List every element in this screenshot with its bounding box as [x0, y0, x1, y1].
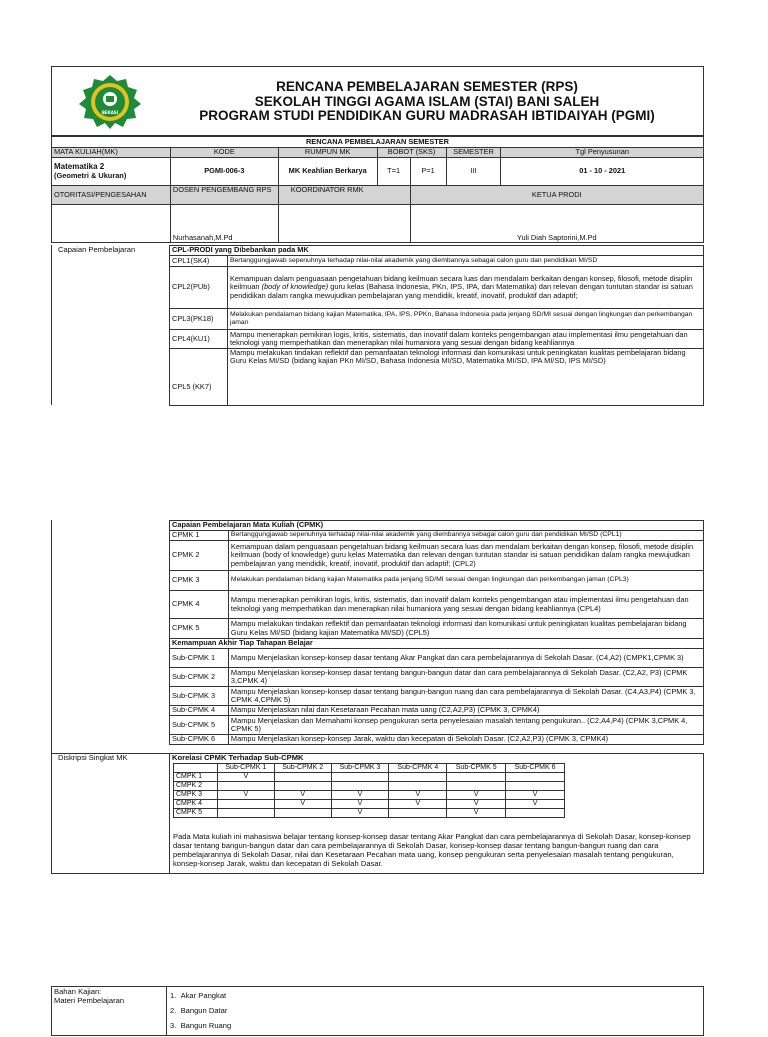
cpmk-text: Kemampuan dalam penguasaan pengetahuan bidang keilmuan secara luas dan mendalam berkaitan dengan konsep, filosofi, metode disiplin keilmuan (body of knowledge) guru kelas Matematika dan relevan dengan tuntutan standar isi satuan pendidikan dalam rangka mewujudkan pembelajaran yang mendidik, kreatif, inovatif, produktif dan adaptif; (CPL2) [228, 541, 703, 571]
cpl-table [169, 245, 704, 406]
matrix-cell [447, 782, 506, 791]
rps-title: RENCANA PEMBELAJARAN SEMESTER [52, 137, 704, 148]
matrix-col-header: Sub-CPMK 3 [331, 764, 389, 773]
matrix-cell [389, 782, 447, 791]
matrix-cell: V [217, 791, 274, 800]
matrix-cell: V [447, 800, 506, 809]
bahan-list: 1. Akar Pangkat 2. Bangun Datar 3. Bangun Ruang [170, 991, 232, 1030]
sub-cpmk-code: Sub-CPMK 3 [170, 687, 229, 706]
matrix-cell [331, 773, 389, 782]
matrix-cell: V [506, 800, 565, 809]
matrix-cell [274, 782, 331, 791]
dosen-label: DOSEN PENGEMBANG RPS [170, 186, 278, 205]
matrix-cell: V [331, 809, 389, 818]
ketua-name: Yuli Diah Saptorini,M.Pd [410, 205, 703, 243]
doc-title-line2: SEKOLAH TINGGI AGAMA ISLAM (STAI) BANI SALEH [254, 93, 600, 109]
sub-cpmk-text: Mampu Menjelaskan konsep-konsep dasar tentang bangun-bangun ruang dan cara pembelajarannya di Sekolah Dasar. (C4,A3,P4) (CPMK 3, CPMK 4,CPMK 5) [228, 687, 703, 706]
bahan-frame [51, 986, 704, 1036]
matrix-cell [331, 782, 389, 791]
matrix-cell: V [447, 791, 506, 800]
kode-value: PGMI-006-3 [170, 158, 278, 186]
sub-cpmk-code: Sub-CPMK 2 [170, 668, 229, 687]
matrix-cell [274, 773, 331, 782]
matrix-cell: V [331, 800, 389, 809]
cpmk-code: CPMK 3 [170, 571, 229, 591]
cpl-text: Mampu menerapkan pemikiran logis, kritis, sistematis, dan inovatif dalam konteks pengembangan atau implementasi ilmu pengetahuan dan teknologi yang memperhatikan dan menerapkan nilai humaniora yang sesuai dengan bidang keahliannya [227, 330, 703, 349]
cpl-code: CPL2(PUb) [170, 267, 228, 309]
matrix-cell [389, 809, 447, 818]
bahan-item: Akar Pangkat [180, 991, 227, 1000]
cpl-text: Kemampuan dalam penguasaan pengetahuan bidang keilmuan secara luas dan mendalam berkaitan dengan konsep, filosofi, metode disiplin keilmuan (body of knowledge) guru kelas (Bahasa Indonesia, PKn, IPS, IPA, dan Matematika) dan relevan dengan tuntutan standar isi satuan pendidikan dalam rangka mewujudkan pembelajaran yang mendidik, kreatif, inovatif, produktif dan adaptif; [227, 267, 703, 309]
cpmk-code: CPMK 4 [170, 591, 229, 619]
matrix-cell: V [274, 800, 331, 809]
matrix-row-label: CMPK 4 [174, 800, 218, 809]
matrix-cell [217, 782, 274, 791]
doc-title-line3: PROGRAM STUDI PENDIDIKAN GURU MADRASAH IBTIDAIYAH (PGMI) [199, 108, 655, 123]
cpmk-text: Melakukan pendalaman bidang kajian Matematika pada jenjang SD/MI sesuai dengan lingkungan dan perkembangan jaman (CPL3) [228, 571, 703, 591]
matrix-cell: V [217, 773, 274, 782]
matrix-cell: V [447, 809, 506, 818]
bahan-item: Bangun Datar [180, 1006, 228, 1015]
otoritas-label: OTORITASI/PENGESAHAN [52, 186, 171, 205]
col-tgl: Tgl Penyusunan [501, 148, 704, 158]
college-logo [77, 74, 143, 130]
cpmk-code: CPMK 1 [170, 531, 229, 541]
sub-cpmk-code: Sub-CPMK 1 [170, 649, 229, 668]
korelasi-matrix [173, 763, 565, 818]
matrix-cell: V [506, 791, 565, 800]
cpl-text: Bertanggungjawab sepenuhnya terhadap nilai-nilai akademik yang diembannya sebagai calon guru dan pendidikan MI/SD [227, 256, 703, 267]
sub-cpmk-text: Mampu Menjelaskan dan Memahami konsep pengukuran serta penyelesaian masalah tentang pengukuran.. (C2,A4,P4) (CPMK 3,CPMK 4, CPMK 5) [228, 716, 703, 735]
cpmk-code: CPMK 5 [170, 619, 229, 639]
cpmk-heading: Capaian Pembelajaran Mata Kuliah (CPMK) [170, 521, 704, 531]
matrix-row-label: CMPK 2 [174, 782, 218, 791]
col-bobot: BOBOT (SKS) [377, 148, 446, 158]
cpl-code: CPL3(PK18) [170, 309, 228, 330]
sub-cpmk-text: Mampu Menjelaskan konsep-konsep dasar tentang bangun-bangun datar dan cara pembelajarannya di Sekolah Dasar. (C2,A2, P3) (CPMK 3,CPMK 4) [228, 668, 703, 687]
cpl-code: CPL4(KU1) [170, 330, 228, 349]
matrix-cell: V [274, 791, 331, 800]
cpl-text: Mampu melakukan tindakan reflektif dan pemanfaatan teknologi informasi dan komunikasi untuk peningkatan kualitas pembelajaran bidang Guru Kelas MI/SD (bidang kajian PKn MI/SD, Bahasa Indonesia MI/SD, Matematika MI/SD, IPA MI/SD, IPS MI/SD) [227, 349, 703, 406]
sub-cpmk-text: Mampu Menjelaskan konsep-konsep Jarak, waktu dan kecepatan di Sekolah Dasar. (C2,A2,P3) (CPMK 3, CPMK4) [228, 735, 703, 745]
sub-cpmk-code: Sub-CPMK 4 [170, 706, 229, 716]
col-semester: SEMESTER [446, 148, 501, 158]
matrix-col-header: Sub-CPMK 6 [506, 764, 565, 773]
matrix-cell: V [389, 791, 447, 800]
cpmk-text: Bertanggungjawab sepenuhnya terhadap nilai-nilai akademik yang diembannya sebagai calon guru dan pendidikan MI/SD (CPL1) [228, 531, 703, 541]
bahan-label: Bahan Kajian: Materi Pembelajaran [54, 987, 125, 1005]
matrix-row-label: CMPK 5 [174, 809, 218, 818]
col-mata-kuliah: MATA KULIAH(MK) [52, 148, 171, 158]
sub-cpmk-code: Sub-CPMK 5 [170, 716, 229, 735]
koordinator-label: KOORDINATOR RMK [278, 186, 410, 205]
korelasi-heading: Korelasi CPMK Terhadap Sub-CPMK [172, 753, 304, 762]
cpmk-text: Mampu melakukan tindakan reflektif dan pemanfaatan teknologi informasi dan komunikasi untuk peningkatan kualitas pembelajaran bidang Guru Kelas MI/SD (bidang kajian Matematika MI/SD) (CPL5) [228, 619, 703, 639]
matrix-col-header: Sub-CPMK 5 [447, 764, 506, 773]
matrix-row-label: CMPK 1 [174, 773, 218, 782]
cpmk-code: CPMK 2 [170, 541, 229, 571]
bobot-p: P=1 [410, 158, 446, 186]
rps-info-table [51, 136, 704, 243]
cpl-code: CPL1(SK4) [170, 256, 228, 267]
cpmk-table [169, 520, 704, 745]
sub-cpmk-code: Sub-CPMK 6 [170, 735, 229, 745]
matrix-cell: V [331, 791, 389, 800]
matrix-row-label: CMPK 3 [174, 791, 218, 800]
matrix-cell [217, 809, 274, 818]
kemampuan-heading: Kemampuan Akhir Tiap Tahapan Belajar [170, 639, 704, 649]
dosen-name: Nurhasanah,M.Pd [170, 205, 278, 243]
mk-cell [52, 158, 171, 186]
matrix-cell [447, 773, 506, 782]
cpl-heading: CPL-PRODI yang Dibebankan pada MK [170, 246, 704, 256]
matrix-cell [506, 773, 565, 782]
sub-cpmk-text: Mampu Menjelaskan nilai dan Kesetaraan Pecahan mata uang (C2,A2,P3) (CPMK 3, CPMK4) [228, 706, 703, 716]
mk-name: Matematika 2 [54, 162, 105, 172]
doc-title-line1: RENCANA PEMBELAJARAN SEMESTER (RPS) [276, 79, 578, 94]
matrix-col-header: Sub-CPMK 2 [274, 764, 331, 773]
col-kode: KODE [170, 148, 278, 158]
ketua-label: KETUA PRODI [410, 186, 703, 205]
cpmk-text: Mampu menerapkan pemikiran logis, kritis, sistematis, dan inovatif dalam konteks pengembangan atau implementasi ilmu pengetahuan dan teknologi yang memperhatikan dan menerapkan nilai humaniora yang sesuai dengan bidang keahliannya (CPL4) [228, 591, 703, 619]
matrix-col-header: Sub-CPMK 1 [217, 764, 274, 773]
matrix-cell [506, 809, 565, 818]
matrix-cell [389, 773, 447, 782]
rumpun-value: MK Keahlian Berkarya [278, 158, 377, 186]
bobot-t: T=1 [377, 158, 410, 186]
bahan-item: Bangun Ruang [180, 1021, 232, 1030]
deskripsi-paragraph: Pada Mata kuliah ini mahasiswa belajar tentang konsep-konsep dasar tentang Akar Pangkat dan cara pembelajarannya di Sekolah Dasar, konsep-konsep dasar tentang bangun-bangun datar dan cara pembelajarannya di Sekolah Dasar, konsep-konsep dasar tentang bangun-bangun ruang dan cara pembelajarannya di Sekolah Dasar, nilai dan Kesetaraan Pecahan mata uang, konsep pengukuran serta penyelesaian masalah tentang pengukuran, konsep-konsep Jarak, waktu dan kecepatan di Sekolah Dasar. [173, 832, 691, 868]
cpl-code: CPL5 (KK7) [170, 349, 228, 406]
tgl-value: 01 - 10 - 2021 [501, 158, 704, 186]
col-rumpun: RUMPUN MK [278, 148, 377, 158]
deskripsi-label: Diskripsi Singkat MK [58, 753, 128, 762]
semester-value: III [446, 158, 501, 186]
matrix-col-header: Sub-CPMK 4 [389, 764, 447, 773]
cpl-text: Melakukan pendalaman bidang kajian Matematika, IPA, IPS, PPKn, Bahasa Indonesia pada jenjang SD/MI sesuai dengan lingkungan dan perkembangan jaman [227, 309, 703, 330]
matrix-cell [217, 800, 274, 809]
matrix-cell: V [389, 800, 447, 809]
logo-text: BEKASI [101, 110, 119, 115]
sub-cpmk-text: Mampu Menjelaskan konsep-konsep dasar tentang Akar Pangkat dan cara pembelajarannya di Sekolah Dasar. (C4,A2) (CMPK1,CPMK 3) [228, 649, 703, 668]
matrix-cell [274, 809, 331, 818]
capaian-label: Capaian Pembelajaran [58, 245, 136, 254]
matrix-cell [506, 782, 565, 791]
mk-sub: (Geometri & Ukuran) [54, 170, 127, 180]
